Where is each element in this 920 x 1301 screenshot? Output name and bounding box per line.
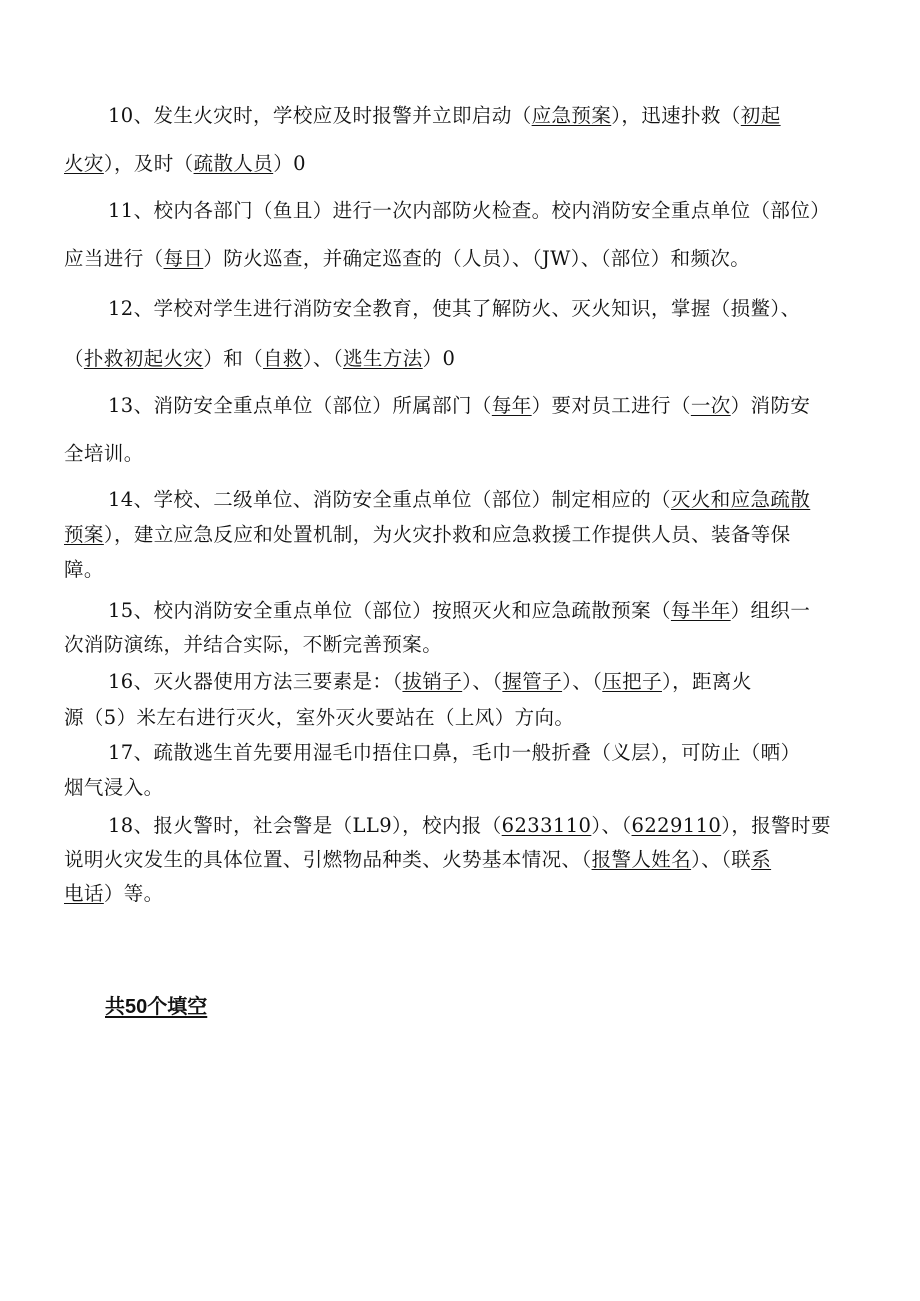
- question-text: 10、发生火灾时，学校应及时报警并立即启动（: [108, 104, 532, 127]
- question-text: 次消防演练，并结合实际，不断完善预案。: [64, 633, 443, 656]
- question-text: 障。: [64, 558, 104, 581]
- text-line: [108, 595, 810, 623]
- text-line: [64, 844, 771, 872]
- question-11: [64, 195, 864, 275]
- question-text: ）、（联: [691, 848, 752, 871]
- text-line: [64, 629, 442, 657]
- question-15: [64, 595, 864, 667]
- question-12: [64, 293, 864, 373]
- answer-blank: 握管子: [502, 670, 563, 693]
- text-line: [108, 195, 830, 223]
- answer-blank: 灭火和应急疏散: [670, 488, 811, 511]
- question-text: 应当进行（: [64, 247, 164, 270]
- question-18: [64, 810, 864, 916]
- question-text: ）0: [273, 152, 306, 175]
- answer-blank: 火灾: [64, 152, 104, 175]
- blank-count-footer: 共50个填空: [105, 996, 208, 1018]
- answer-blank: 系: [751, 848, 772, 871]
- question-text: ），迅速扑救（: [611, 104, 741, 127]
- question-13: [64, 390, 864, 470]
- text-line: [64, 148, 306, 176]
- question-text: ）、（: [462, 670, 503, 693]
- answer-blank: 压把子: [602, 670, 662, 693]
- question-10: [64, 100, 864, 180]
- question-text: ），及时（: [103, 152, 194, 175]
- text-line: [64, 878, 164, 906]
- answer-blank: 自救: [263, 347, 303, 370]
- text-line: [64, 554, 104, 582]
- answer-blank: 每半年: [670, 599, 731, 622]
- answer-blank: 电话: [64, 882, 104, 905]
- question-text: 12、学校对学生进行消防安全教育，使其了解防火、灭火知识，掌握（损鳖）、: [108, 297, 801, 320]
- question-text: ）0: [422, 347, 456, 370]
- answer-blank: 每日: [163, 247, 204, 270]
- text-line: [64, 343, 455, 371]
- text-line: [64, 772, 164, 800]
- question-16: [64, 666, 864, 738]
- text-line: [108, 293, 800, 321]
- question-text: 13、消防安全重点单位（部位）所属部门（: [108, 394, 492, 417]
- answer-blank: 预案: [64, 523, 104, 546]
- question-text: ），建立应急反应和处置机制，为火灾扑救和应急救援工作提供人员、装备等保: [103, 523, 791, 546]
- text-line: [108, 737, 800, 765]
- text-line: [64, 519, 791, 547]
- answer-blank: 初起: [740, 104, 781, 127]
- question-text: ），距离火: [661, 670, 752, 693]
- question-text: 源（5）米左右进行灭火，室外灭火要站在（上风）方向。: [64, 706, 575, 729]
- question-text: ），报警时要: [721, 814, 831, 837]
- question-text: ）和（: [203, 347, 264, 370]
- question-text: ）、（: [562, 670, 603, 693]
- question-text: 18、报火警时，社会警是（LL9），校内报（: [108, 814, 502, 837]
- question-text: （: [64, 347, 84, 370]
- question-text: ）防火巡查，并确定巡查的（人员）、（JW）、（部位）和频次。: [203, 247, 751, 270]
- answer-blank: 应急预案: [531, 104, 612, 127]
- text-line: [108, 100, 781, 128]
- question-text: ）组织一: [730, 599, 811, 622]
- text-line: [64, 438, 144, 466]
- text-line: [64, 702, 574, 730]
- question-text: ）消防安: [730, 394, 811, 417]
- question-text: 17、疏散逃生首先要用湿毛巾捂住口鼻，毛巾一般折叠（义层），可防止（晒）: [108, 741, 801, 764]
- answer-blank: 6229110: [631, 814, 722, 837]
- question-text: 15、校内消防安全重点单位（部位）按照灭火和应急疏散预案（: [108, 599, 671, 622]
- question-text: 全培训。: [64, 442, 144, 465]
- answer-blank: 疏散人员: [193, 152, 274, 175]
- question-text: ）等。: [103, 882, 164, 905]
- answer-blank: 扑救初起火灾: [83, 347, 204, 370]
- question-text: 说明火灾发生的具体位置、引燃物品种类、火势基本情况、（: [64, 848, 592, 871]
- question-text: 14、学校、二级单位、消防安全重点单位（部位）制定相应的（: [108, 488, 671, 511]
- question-text: 烟气浸入。: [64, 776, 164, 799]
- answer-blank: 6233110: [501, 814, 592, 837]
- answer-blank: 一次: [690, 394, 731, 417]
- question-text: ）要对员工进行（: [531, 394, 691, 417]
- answer-blank: 每年: [491, 394, 532, 417]
- text-line: [108, 666, 752, 694]
- question-text: ）、（: [302, 347, 344, 370]
- answer-blank: 拔销子: [402, 670, 463, 693]
- question-text: 11、校内各部门（鱼且）进行一次内部防火检查。校内消防安全重点单位（部位）: [108, 199, 831, 222]
- text-line: [108, 390, 810, 418]
- question-14: [64, 484, 864, 594]
- question-text: ）、（: [591, 814, 632, 837]
- question-text: 16、灭火器使用方法三要素是：（: [108, 670, 403, 693]
- answer-blank: 报警人姓名: [591, 848, 692, 871]
- text-line: [108, 810, 831, 838]
- text-line: [108, 484, 810, 512]
- text-line: [64, 243, 750, 271]
- answer-blank: 逃生方法: [343, 347, 423, 370]
- question-17: [64, 737, 864, 809]
